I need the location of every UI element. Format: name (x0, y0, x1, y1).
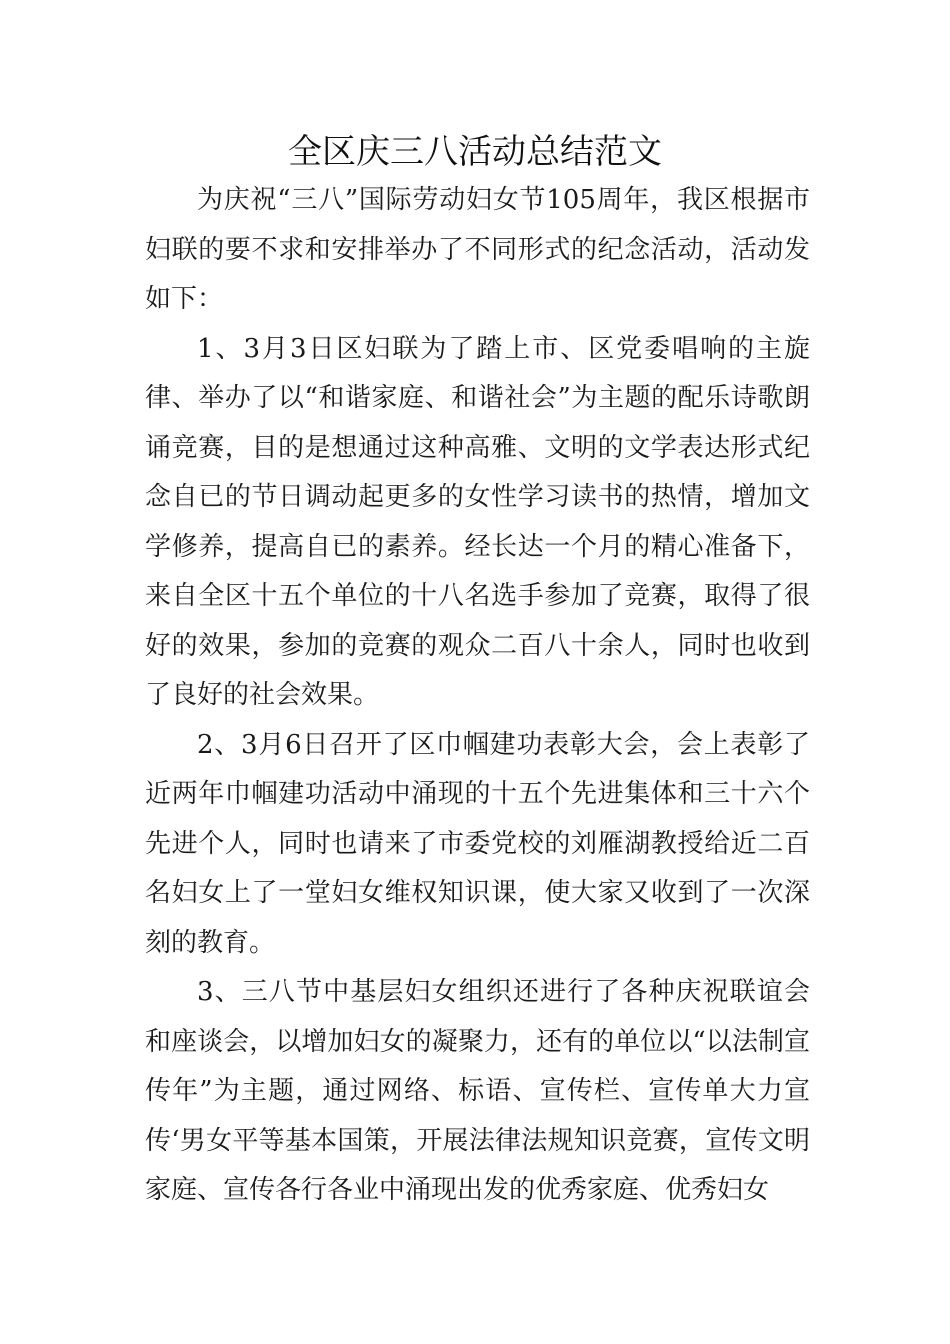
document-title: 全区庆三八活动总结范文 (288, 132, 662, 172)
paragraph-item-2: 2、3月6日召开了区巾帼建功表彰大会，会上表彰了近两年巾帼建功活动中涌现的十五个先进集体和三十六个先进个人，同时也请来了市委党校的刘雁湖教授给近二百名妇女上了一堂妇女维权知识课，使大家又收到了一次深刻的教育。 (145, 729, 810, 958)
paragraph-item-3: 3、三八节中基层妇女组织还进行了各种庆祝联谊会和座谈会，以增加妇女的凝聚力，还有的单位以“以法制宣传年”为主题，通过网络、标语、宣传栏、宣传单大力宣传‘男女平等基本国策，开展法律法规知识竞赛，宣传文明家庭、宣传各行各业中涌现出发的优秀家庭、优秀妇女 (145, 977, 810, 1205)
document-body (145, 176, 810, 1216)
paragraph-intro: 为庆祝“三八”国际劳动妇女节105周年，我区根据市妇联的要不求和安排举办了不同形式的纪念活动，活动发如下： (145, 185, 810, 314)
paragraph-item-1: 1、3月3日区妇联为了踏上市、区党委唱响的主旋律、举办了以“和谐家庭、和谐社会”为主题的配乐诗歌朗诵竞赛，目的是想通过这种高雅、文明的文学表达形式纪念自已的节日调动起更多的女性学习读书的热情，增加文学修养，提高自已的素养。经长达一个月的精心准备下，来自全区十五个单位的十八名选手参加了竞赛，取得了很好的效果，参加的竞赛的观众二百八十余人，同时也收到了良好的社会效果。 (145, 333, 810, 710)
